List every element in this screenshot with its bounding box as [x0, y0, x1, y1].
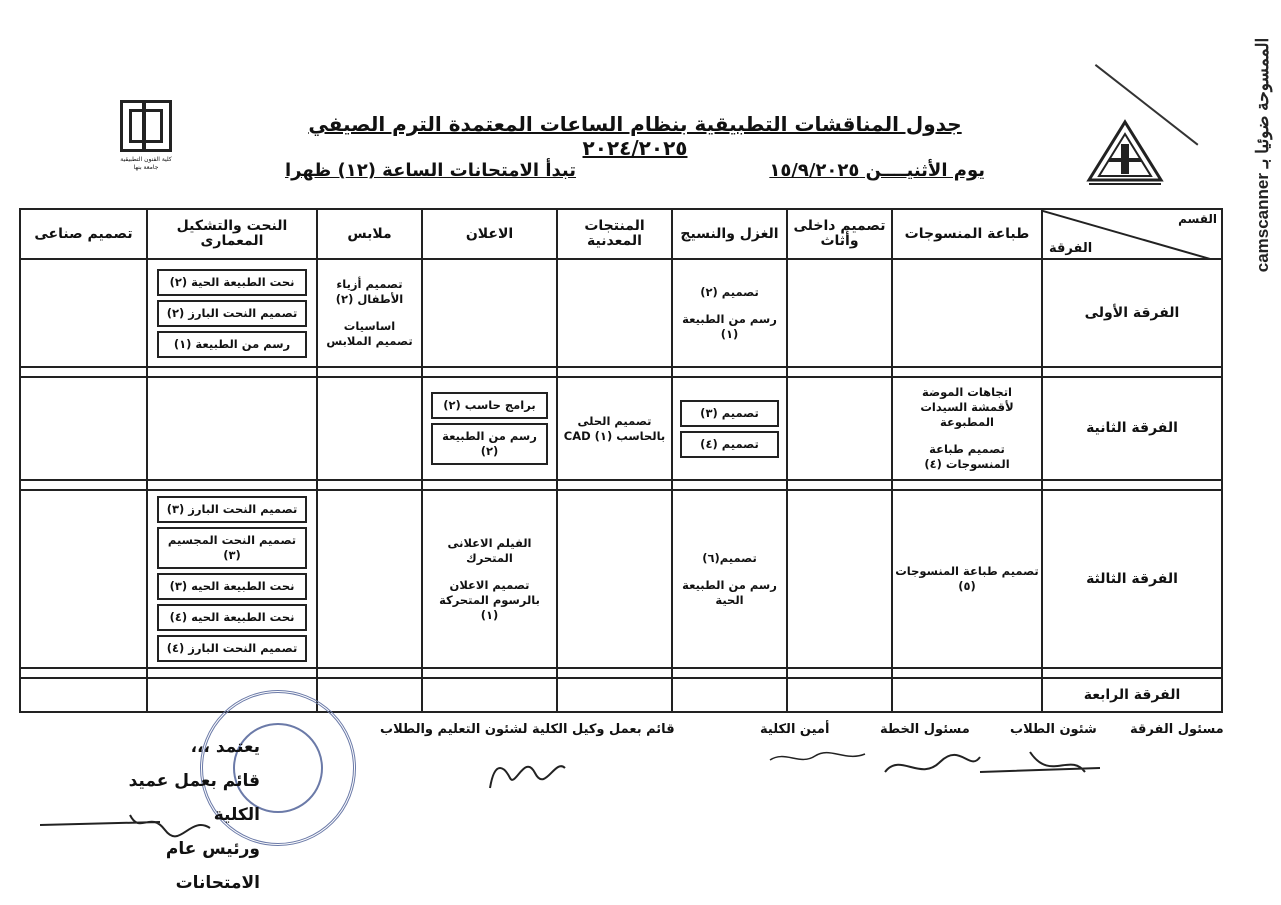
metal-cell: تصميم الحلى بالحاسب (١) CAD: [557, 377, 672, 480]
secretary-signature: [765, 748, 875, 768]
dept-header: الاعلان: [422, 209, 557, 259]
group-row-1: [20, 259, 1222, 367]
schedule-table: [19, 208, 1223, 713]
ads-cell: الفيلم الاعلانى المتحرك تصميم الاعلان بالرسوم المتحركة (١): [422, 490, 557, 668]
group-responsible: مسئول الفرقة: [1130, 722, 1224, 737]
header-row: [20, 209, 1222, 259]
dept-header: المنتجات المعدنية: [557, 209, 672, 259]
printing-cell: تصميم طباعة المنسوجات (٥): [892, 490, 1042, 668]
page-title: جدول المناقشات التطبيقية بنظام الساعات المعتمدة الترم الصيفي ٢٠٢٤/٢٠٢٥: [308, 112, 962, 160]
university-logo: [1085, 118, 1165, 188]
plan-responsible: مسئول الخطة: [880, 722, 970, 737]
dean-block: يعتمد ،،، قائم بعمل عميد الكلية ورئيس عام الامتحانات: [128, 737, 260, 893]
scanner-watermark: camscanner الممسوحة ضوئيا بـ: [1253, 37, 1272, 273]
spinning-cell: تصميم (٢) رسم من الطبيعة (١): [672, 259, 787, 367]
corner-cell: القسم الفرقة: [1042, 209, 1222, 259]
dean-signature: [40, 810, 280, 840]
ads-cell: برامج حاسب (٢) رسم من الطبيعة (٢): [422, 377, 557, 480]
dept-header: ملابس: [317, 209, 422, 259]
sculpture-cell: نحت الطبيعة الحية (٢) تصميم النحت البارز (٢) رسم من الطبيعة (١): [147, 259, 317, 367]
group-row-4: [20, 678, 1222, 712]
vice-dean: قائم بعمل وكيل الكلية لشئون التعليم والطلاب: [380, 722, 675, 737]
printing-cell: اتجاهات الموضة لأقمشة السيدات المطبوعة تصميم طباعة المنسوجات (٤): [892, 377, 1042, 480]
signatures-row: [880, 742, 1110, 787]
dept-header: الغزل والنسيج: [672, 209, 787, 259]
exam-start-time: تبدأ الامتحانات الساعة (١٢) ظهرا: [285, 160, 577, 181]
clothes-cell: تصميم أزياء الأطفال (٢) اساسيات تصميم الملابس: [317, 259, 422, 367]
dept-header: تصميم صناعى: [20, 209, 147, 259]
group-row-2: [20, 377, 1222, 480]
dept-header: النحت والتشكيل المعمارى: [147, 209, 317, 259]
exam-day: يوم الأثنيــــن ١٥/٩/٢٠٢٥: [769, 160, 985, 181]
dept-header: تصميم داخلى وأثاث: [787, 209, 892, 259]
student-affairs: شئون الطلاب: [1010, 722, 1097, 737]
spinning-cell: تصميم(٦) رسم من الطبيعة الحية: [672, 490, 787, 668]
faculty-secretary: أمين الكلية: [760, 722, 830, 737]
group-label: الفرقة الثالثة: [1042, 490, 1222, 668]
group-row-3: [20, 490, 1222, 668]
group-label: الفرقة الثانية: [1042, 377, 1222, 480]
faculty-logo: كلية الفنون التطبيقية جامعة بنها: [113, 100, 179, 172]
dept-header: طباعة المنسوجات: [892, 209, 1042, 259]
sculpture-cell: تصميم النحت البارز (٣) تصميم النحت المجسيم (٣) نحت الطبيعة الحيه (٣) نحت الطبيعة الحيه (٤) تصميم النحت البارز (٤): [147, 490, 317, 668]
group-label: الفرقة الرابعة: [1042, 678, 1222, 712]
vice-dean-signature: [480, 748, 570, 793]
group-label: الفرقة الأولى: [1042, 259, 1222, 367]
spinning-cell: تصميم (٣) تصميم (٤): [672, 377, 787, 480]
